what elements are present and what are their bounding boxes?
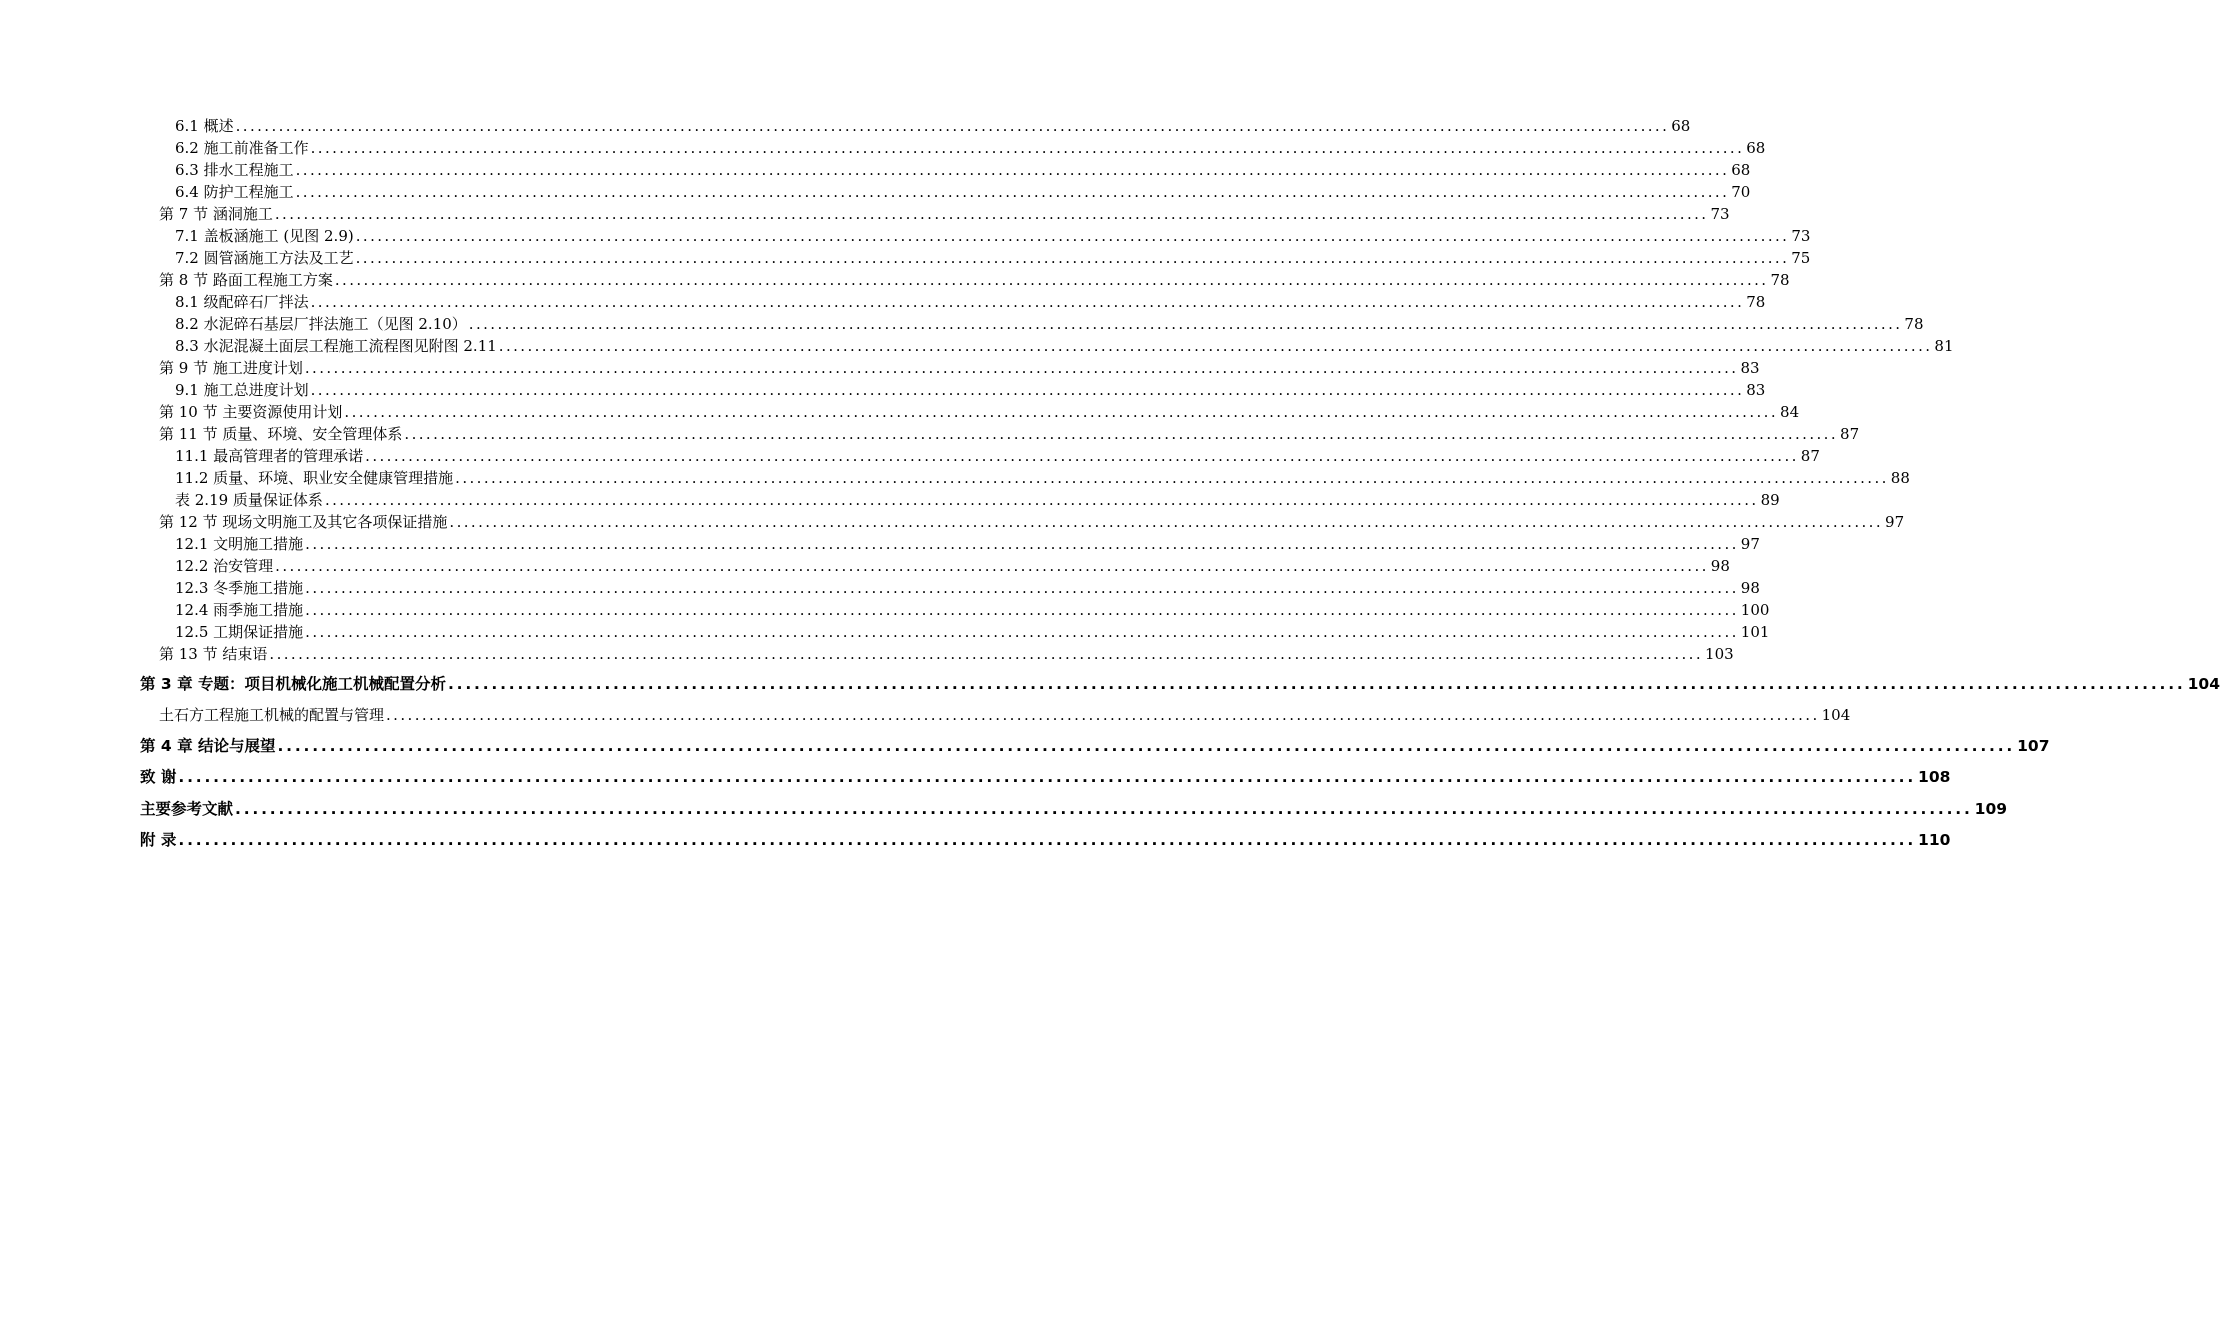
toc-entry-page: 98	[1740, 579, 1760, 597]
toc-entry	[175, 226, 1811, 246]
dot-leader: ........................................................................................................................................................................................................	[310, 293, 1745, 311]
toc-entry-page: 87	[1800, 447, 1820, 465]
toc-entry-page: 70	[1731, 183, 1751, 201]
toc-entry-page: 68	[1671, 117, 1691, 135]
toc-entry	[175, 600, 1770, 620]
toc-chapter-entry	[140, 767, 1951, 787]
toc-entry	[175, 336, 1954, 356]
dot-leader: ........................................................................................................................................................................................................	[404, 425, 1839, 443]
toc-entry-page: 81	[1934, 337, 1954, 355]
toc-entry-title: 第 3 章 专题：项目机械化施工机械配置分析	[140, 675, 446, 693]
toc-entry	[159, 270, 1790, 290]
toc-entry-title: 第 9 节 施工进度计划	[159, 359, 303, 377]
dot-leader: ........................................................................................................................................................................................................	[305, 623, 1739, 641]
toc-entry-page: 83	[1746, 381, 1766, 399]
toc-entry-page: 100	[1740, 601, 1770, 619]
toc-entry-page: 73	[1791, 227, 1811, 245]
toc-entry-page: 89	[1760, 491, 1780, 509]
dot-leader: ........................................................................................................................................................................................................	[324, 491, 1759, 509]
dot-leader: ........................................................................................................................................................................................................	[334, 271, 1769, 289]
toc-entry-title: 12.3 冬季施工措施	[175, 579, 304, 597]
toc-entry	[175, 116, 1691, 136]
toc-entry	[175, 182, 1751, 202]
toc-entry-page: 103	[1705, 645, 1734, 663]
toc-chapter-entry	[140, 799, 2008, 819]
dot-leader: ........................................................................................................................................................................................................	[295, 183, 1730, 201]
dot-leader: ........................................................................................................................................................................................................	[235, 117, 1670, 135]
toc-entry-title: 主要参考文献	[140, 800, 234, 818]
toc-entry-title: 第 8 节 路面工程施工方案	[159, 271, 333, 289]
dot-leader: ........................................................................................................................................................................................................	[275, 557, 1709, 575]
toc-entry	[175, 292, 1766, 312]
dot-leader: ........................................................................................................................................................................................................	[355, 249, 1790, 267]
dot-leader: ........................................................................................................................................................................................................	[468, 315, 1903, 333]
toc-entry	[159, 644, 1734, 664]
toc-entry-page: 78	[1904, 315, 1924, 333]
toc-chapter-entry	[140, 674, 2220, 694]
toc-entry-page: 87	[1840, 425, 1860, 443]
dot-leader: ........................................................................................................................................................................................................	[455, 469, 1889, 487]
toc-entry-page: 101	[1740, 623, 1770, 641]
toc-entry-title: 6.2 施工前准备工作	[175, 139, 309, 157]
toc-entry	[159, 424, 1860, 444]
toc-entry	[159, 402, 1800, 422]
toc-entry-title: 第 7 节 涵洞施工	[159, 205, 273, 223]
dot-leader: ........................................................................................................................................................................................................	[178, 831, 1917, 849]
dot-leader: ........................................................................................................................................................................................................	[310, 381, 1745, 399]
dot-leader: ........................................................................................................................................................................................................	[498, 337, 1933, 355]
toc-entry-title: 第 12 节 现场文明施工及其它各项保证措施	[159, 513, 448, 531]
toc-entry-page: 88	[1890, 469, 1910, 487]
toc-entry-title: 6.3 排水工程施工	[175, 161, 294, 179]
toc-entry-title: 6.1 概述	[175, 117, 234, 135]
dot-leader: ........................................................................................................................................................................................................	[274, 205, 1709, 223]
toc-entry-page: 108	[1918, 768, 1951, 786]
toc-entry-title: 7.2 圆管涵施工方法及工艺	[175, 249, 354, 267]
toc-entry	[175, 446, 1820, 466]
toc-entry-title: 土石方工程施工机械的配置与管理	[159, 706, 385, 724]
dot-leader: ........................................................................................................................................................................................................	[355, 227, 1790, 245]
toc-entry	[159, 512, 1905, 532]
toc-entry	[175, 380, 1766, 400]
toc-entry-page: 110	[1918, 831, 1951, 849]
toc-entry-page: 104	[1821, 706, 1851, 724]
toc-entry	[175, 578, 1760, 598]
dot-leader: ........................................................................................................................................................................................................	[295, 161, 1730, 179]
toc-entry-title: 第 13 节 结束语	[159, 645, 268, 663]
toc-entry	[175, 468, 1910, 488]
dot-leader: ........................................................................................................................................................................................................	[310, 139, 1745, 157]
toc-entry-title: 11.1 最高管理者的管理承诺	[175, 447, 364, 465]
toc-entry-title: 12.2 治安管理	[175, 557, 274, 575]
toc-chapter-entry	[140, 830, 1951, 850]
toc-entry-title: 7.1 盖板涵施工 (见图 2.9)	[175, 227, 354, 245]
toc-entry	[175, 622, 1770, 642]
toc-entry-page: 68	[1746, 139, 1766, 157]
dot-leader: ........................................................................................................................................................................................................	[304, 359, 1739, 377]
toc-entry-page: 78	[1746, 293, 1766, 311]
toc-entry-page: 109	[1974, 800, 2008, 818]
toc-entry	[175, 160, 1751, 180]
toc-entry	[175, 138, 1766, 158]
toc-chapter-entry	[140, 736, 2050, 756]
dot-leader: ........................................................................................................................................................................................................	[305, 579, 1739, 597]
toc-entry-page: 75	[1791, 249, 1811, 267]
toc-entry-title: 表 2.19 质量保证体系	[175, 491, 323, 509]
toc-entry	[175, 314, 1924, 334]
dot-leader: ........................................................................................................................................................................................................	[178, 768, 1917, 786]
toc-entry-title: 致 谢	[140, 768, 177, 786]
toc-entry-title: 6.4 防护工程施工	[175, 183, 294, 201]
dot-leader: ........................................................................................................................................................................................................	[235, 800, 1973, 818]
toc-entry-page: 98	[1710, 557, 1730, 575]
toc-entry	[175, 248, 1811, 268]
toc-entry	[159, 705, 1851, 725]
toc-entry-title: 11.2 质量、环境、职业安全健康管理措施	[175, 469, 454, 487]
toc-entry-title: 12.5 工期保证措施	[175, 623, 304, 641]
toc-entry-title: 附 录	[140, 831, 177, 849]
toc-entry	[175, 556, 1730, 576]
toc-entry-page: 107	[2017, 737, 2050, 755]
dot-leader: ........................................................................................................................................................................................................	[344, 403, 1779, 421]
dot-leader: ........................................................................................................................................................................................................	[386, 706, 1820, 724]
toc-entry-title: 8.3 水泥混凝土面层工程施工流程图见附图 2.11	[175, 337, 497, 355]
toc-entry-title: 第 10 节 主要资源使用计划	[159, 403, 343, 421]
dot-leader: ........................................................................................................................................................................................................	[269, 645, 1704, 663]
dot-leader: ........................................................................................................................................................................................................	[447, 675, 2186, 693]
dot-leader: ........................................................................................................................................................................................................	[277, 737, 2016, 755]
dot-leader: ........................................................................................................................................................................................................	[305, 601, 1739, 619]
toc-entry	[159, 204, 1730, 224]
toc-entry-title: 8.2 水泥碎石基层厂拌法施工（见图 2.10）	[175, 315, 467, 333]
toc-entry-title: 12.1 文明施工措施	[175, 535, 304, 553]
toc-entry-title: 第 4 章 结论与展望	[140, 737, 276, 755]
toc-entry-title: 12.4 雨季施工措施	[175, 601, 304, 619]
toc-entry-title: 8.1 级配碎石厂拌法	[175, 293, 309, 311]
toc-entry-page: 104	[2187, 675, 2220, 693]
toc-entry	[175, 490, 1780, 510]
toc-entry	[175, 534, 1760, 554]
toc-entry-page: 68	[1731, 161, 1751, 179]
dot-leader: ........................................................................................................................................................................................................	[449, 513, 1884, 531]
toc-entry	[159, 358, 1760, 378]
dot-leader: ........................................................................................................................................................................................................	[365, 447, 1799, 465]
toc-entry-title: 第 11 节 质量、环境、安全管理体系	[159, 425, 403, 443]
toc-entry-page: 78	[1770, 271, 1790, 289]
dot-leader: ........................................................................................................................................................................................................	[305, 535, 1739, 553]
toc-entry-page: 73	[1710, 205, 1730, 223]
toc-entry-page: 84	[1780, 403, 1800, 421]
toc-entry-title: 9.1 施工总进度计划	[175, 381, 309, 399]
toc-entry-page: 97	[1885, 513, 1905, 531]
toc-entry-page: 97	[1740, 535, 1760, 553]
toc-entry-page: 83	[1740, 359, 1760, 377]
